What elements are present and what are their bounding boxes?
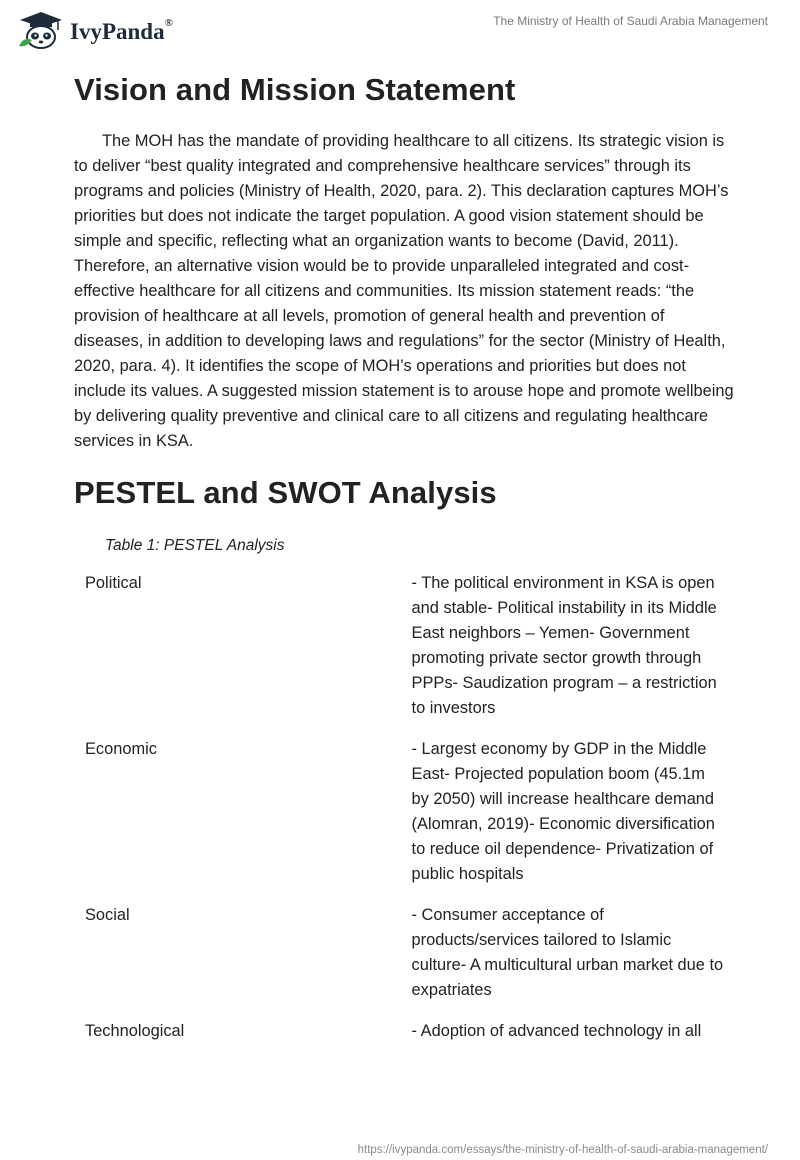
panda-graduate-icon bbox=[16, 10, 66, 50]
source-url[interactable]: https://ivypanda.com/essays/the-ministry-of-health-of-saudi-arabia-management/ bbox=[357, 1144, 768, 1156]
pestel-factor: Political bbox=[85, 574, 142, 592]
essay-content bbox=[74, 72, 734, 1060]
pestel-description: - Largest economy by GDP in the Middle East- Projected population boom (45.1m by 2050) will increase healthcare demand (Alomran, 2019)- Economic diversification to reduce oil dependence- Privatization of public hospitals bbox=[411, 740, 715, 883]
pestel-description: - Adoption of advanced technology in all bbox=[411, 1022, 702, 1040]
pestel-factor: Technological bbox=[85, 1022, 185, 1040]
pestel-description: - The political environment in KSA is open and stable- Political instability in its Middle East neighbors – Yemen- Government promoting private sector growth through PPPs- Saudization program – a restriction to investors bbox=[411, 574, 717, 717]
pestel-factor: Economic bbox=[85, 740, 157, 758]
table-row bbox=[74, 903, 734, 1019]
vision-paragraph: The MOH has the mandate of providing healthcare to all citizens. Its strategic vision is to deliver “best quality integrated and comprehensive healthcare services” through its programs and policies (Ministry of Health, 2020, para. 2). This declaration captures MOH’s priorities but does not indicate the target population. A good vision statement should be simple and specific, reflecting what an organization wants to become (David, 2011). Therefore, an alternative vision would be to provide unparalleled integrated and cost-effective healthcare for all citizens and communities. Its mission statement reads: “the provision of healthcare at all levels, promotion of general health and prevention of diseases, in addition to developing laws and regulations” for the sector (Ministry of Health, 2020, para. 4). It identifies the scope of MOH’s operations and priorities but does not include its values. A suggested mission statement is to arouse hope and promote wellbeing by delivering quality preventive and clinical care to all citizens and regulating healthcare services in KSA. bbox=[74, 132, 734, 450]
table-row bbox=[74, 737, 734, 903]
brand-name: IvyPanda® bbox=[70, 17, 173, 44]
page-header bbox=[0, 0, 800, 64]
pestel-description: - Consumer acceptance of products/services tailored to Islamic culture- A multicultural urban market due to expatriates bbox=[411, 906, 724, 999]
ivypanda-logo[interactable] bbox=[16, 10, 173, 50]
section-heading-pestel: PESTEL and SWOT Analysis bbox=[74, 475, 497, 510]
section-heading-vision: Vision and Mission Statement bbox=[74, 72, 516, 107]
table-caption: Table 1: PESTEL Analysis bbox=[105, 537, 285, 554]
table-row bbox=[74, 571, 734, 737]
table-row bbox=[74, 1019, 734, 1060]
running-title: The Ministry of Health of Saudi Arabia Management bbox=[493, 14, 768, 28]
pestel-table bbox=[74, 571, 734, 1060]
pestel-factor: Social bbox=[85, 906, 130, 924]
